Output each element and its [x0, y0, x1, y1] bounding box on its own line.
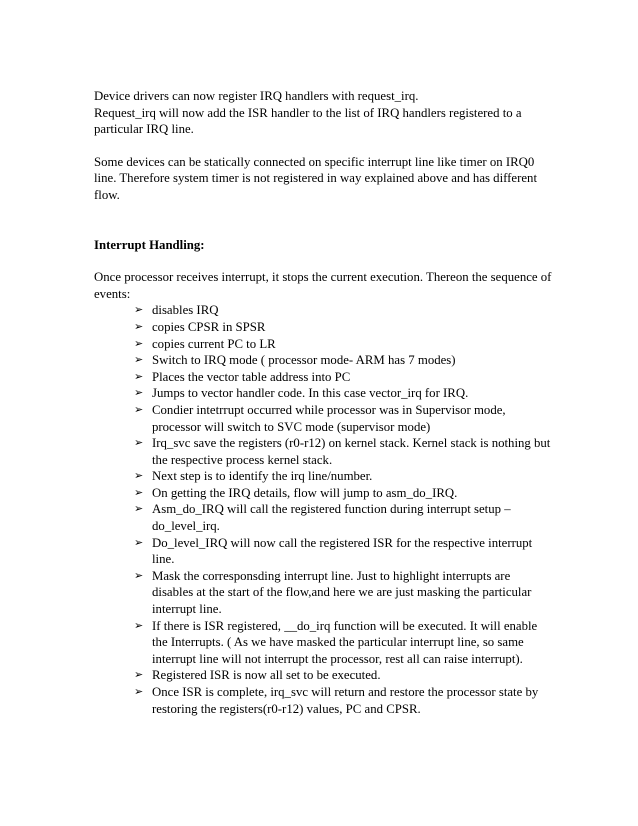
list-item [134, 402, 554, 435]
arrow-bullet-icon: ➢ [134, 568, 144, 582]
list-item-text: On getting the IRQ details, flow will jump to asm_do_IRQ. [152, 485, 458, 500]
list-item [134, 385, 554, 402]
list-item-text: Mask the corresponsding interrupt line. Just to highlight interrupts are disables at the start of the flow,and here we are just masking the particular interrupt line. [152, 568, 532, 617]
list-item [134, 684, 554, 717]
list-item-text: If there is ISR registered, __do_irq function will be executed. It will enable the Interrupts. ( As we have masked the particular interrupt line, so same interrupt line will not interrupt the processor, rest all can raise interrupt). [152, 618, 538, 666]
list-item [134, 302, 554, 319]
arrow-bullet-icon: ➢ [134, 535, 144, 549]
list-item-text: Next step is to identify the irq line/number. [152, 469, 373, 484]
arrow-bullet-icon: ➢ [134, 685, 144, 698]
list-item [134, 485, 554, 502]
section-heading: Interrupt Handling: [94, 237, 205, 252]
spacer [94, 253, 554, 269]
list-item-text: Once ISR is complete, irq_svc will return and restore the processor state by restoring the registers(r0-r12) values, PC and CPSR. [152, 685, 539, 716]
list-item-text: copies CPSR in SPSR [152, 319, 266, 334]
list-item [134, 568, 554, 618]
list-item-text: Irq_svc save the registers (r0-r12) on kernel stack. Kernel stack is nothing but the respective process kernel stack. [152, 436, 551, 467]
list-item [134, 501, 554, 534]
list-item-text: Jumps to vector handler code. In this case vector_irq for IRQ. [152, 386, 469, 401]
list-item [134, 535, 554, 568]
section-lead-paragraph: Once processor receives interrupt, it stops the current execution. Thereon the sequence of events: [94, 270, 552, 301]
list-item [134, 468, 554, 485]
spacer [94, 204, 554, 237]
list-item [134, 369, 554, 386]
list-item-text: copies current PC to LR [152, 336, 276, 351]
list-item [134, 352, 554, 369]
list-item-text: Asm_do_IRQ will call the registered function during interrupt setup – do_level_irq. [152, 502, 511, 534]
arrow-bullet-icon: ➢ [134, 618, 144, 632]
spacer [94, 138, 554, 154]
list-item-text: Registered ISR is now all set to be executed. [152, 668, 381, 683]
arrow-bullet-icon: ➢ [134, 369, 144, 383]
arrow-bullet-icon: ➢ [134, 353, 144, 367]
arrow-bullet-icon: ➢ [134, 502, 144, 516]
list-item-text: disables IRQ [152, 303, 219, 318]
list-item-text: Switch to IRQ mode ( processor mode- ARM has 7 modes) [152, 353, 456, 368]
list-item [134, 319, 554, 336]
arrow-bullet-icon: ➢ [134, 303, 144, 317]
list-item-text: Condier intetrrupt occurred while processor was in Supervisor mode, processor will switch to SVC mode (supervisor mode) [152, 402, 506, 434]
arrow-bullet-icon: ➢ [134, 485, 144, 499]
list-item-text: Places the vector table address into PC [152, 369, 351, 384]
list-item [134, 618, 554, 668]
arrow-bullet-icon: ➢ [134, 469, 144, 483]
arrow-bullet-icon: ➢ [134, 436, 144, 450]
arrow-bullet-icon: ➢ [134, 668, 144, 682]
arrow-bullet-icon: ➢ [134, 386, 144, 400]
list-item-text: Do_level_IRQ will now call the registered ISR for the respective interrupt line. [152, 535, 533, 567]
list-item [134, 667, 554, 684]
arrow-bullet-icon: ➢ [134, 319, 144, 333]
arrow-bullet-icon: ➢ [134, 336, 144, 350]
intro-paragraph-3: Some devices can be statically connected on specific interrupt line like timer on IRQ0 line. Therefore system timer is not registered in way explained above and has different flow. [94, 154, 538, 202]
document-page [94, 88, 554, 717]
list-item [134, 336, 554, 353]
event-sequence-list [94, 302, 554, 717]
arrow-bullet-icon: ➢ [134, 402, 144, 416]
list-item [134, 435, 554, 468]
intro-paragraph-1: Device drivers can now register IRQ handlers with request_irq. [94, 89, 419, 103]
intro-paragraph-2: Request_irq will now add the ISR handler to the list of IRQ handlers registered to a particular IRQ line. [94, 105, 522, 137]
